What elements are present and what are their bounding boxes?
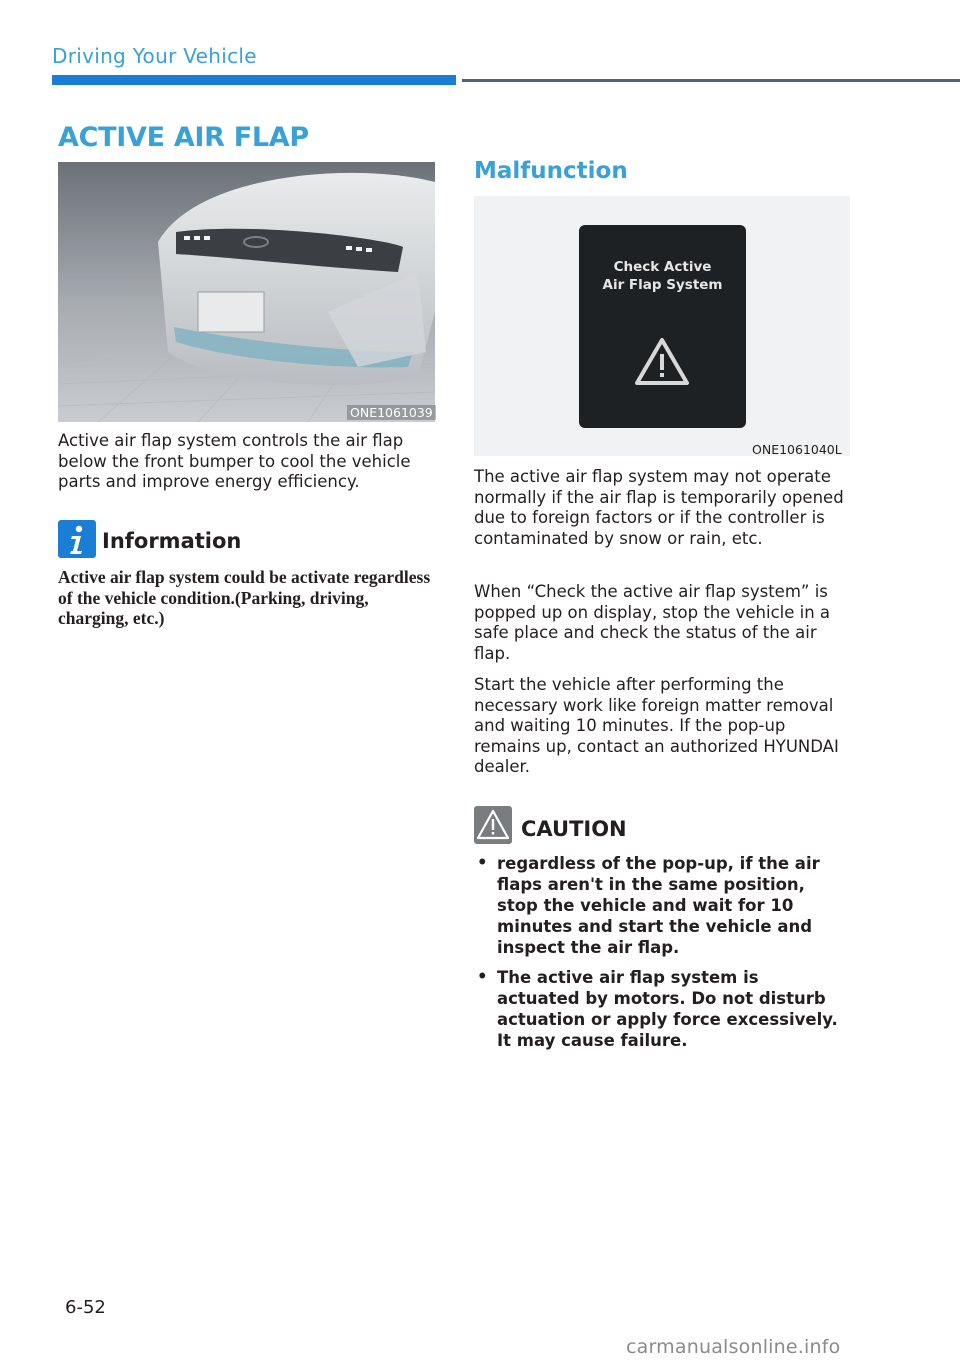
warning-icon bbox=[474, 806, 512, 844]
info-body: Active air flap system could be activate regardless of the vehicle condition.(Parking, driving, charging, etc.) bbox=[58, 567, 431, 628]
image-code: ONE1061039 bbox=[347, 405, 436, 420]
display-line-2: Air Flap System bbox=[602, 277, 723, 293]
section-title: ACTIVE AIR FLAP bbox=[58, 122, 309, 153]
bullet-marker: • bbox=[477, 967, 488, 986]
intro-paragraph: Active air flap system controls the air flap below the front bumper to cool the vehicle parts and improve energy efficiency. bbox=[58, 431, 411, 491]
page-number: 6-52 bbox=[65, 1297, 106, 1318]
running-header: Driving Your Vehicle bbox=[52, 44, 257, 68]
info-icon bbox=[58, 520, 96, 558]
cluster-screen bbox=[579, 225, 746, 428]
caution-title: CAUTION bbox=[521, 817, 627, 841]
bullet-marker: • bbox=[477, 853, 488, 872]
info-title: Information bbox=[102, 529, 242, 553]
display-image-code: ONE1061040L bbox=[752, 442, 842, 457]
header-rule-accent bbox=[52, 75, 456, 85]
car-front-photo bbox=[58, 162, 435, 422]
display-line-1: Check Active bbox=[613, 259, 712, 275]
paragraph-3: Start the vehicle after performing the necessary work like foreign matter removal and waiting 10 minutes. If the pop-up remains up, contact an authorized HYUNDAI dealer. bbox=[474, 675, 839, 776]
caution-bullet-2: The active air flap system is actuated by motors. Do not disturb actuation or apply force excessively. It may cause failure. bbox=[497, 968, 838, 1050]
paragraph-2: When “Check the active air flap system” is popped up on display, stop the vehicle in a safe place and check the status of the air flap. bbox=[474, 582, 831, 663]
display-message bbox=[579, 258, 746, 294]
warning-triangle-icon bbox=[634, 337, 690, 391]
caution-bullet-1: regardless of the pop-up, if the air flaps aren't in the same position, stop the vehicle and wait for 10 minutes and start the vehicle and inspect the air flap. bbox=[497, 854, 820, 957]
subsection-title: Malfunction bbox=[474, 158, 628, 184]
header-rule bbox=[462, 79, 960, 82]
watermark: carmanualsonline.info bbox=[626, 1336, 841, 1358]
paragraph-1: The active air flap system may not operate normally if the air flap is temporarily opened due to foreign factors or if the controller is contaminated by snow or rain, etc. bbox=[474, 467, 844, 548]
